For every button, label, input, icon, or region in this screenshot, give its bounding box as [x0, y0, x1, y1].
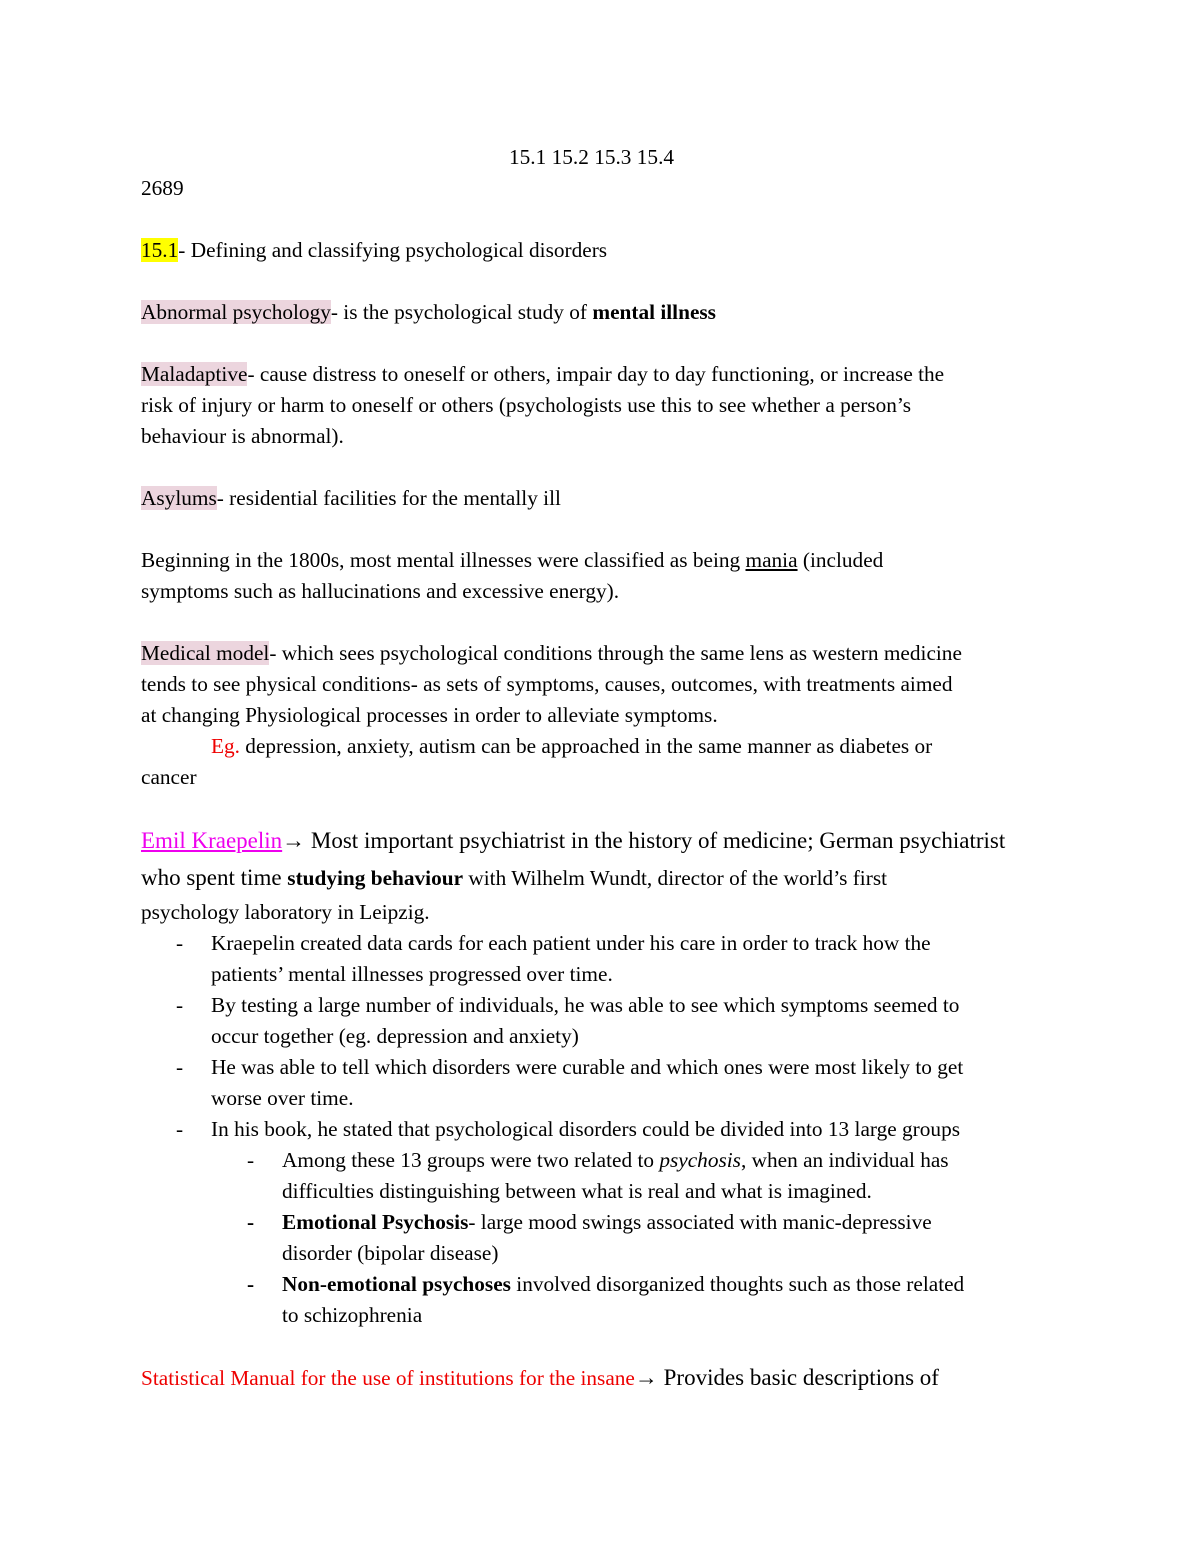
- asylums-definition: [141, 483, 561, 514]
- maladaptive-line2: risk of injury or harm to oneself or others (psychologists use this to see whether a person’s: [141, 393, 912, 417]
- sub-bullet-3: [282, 1269, 964, 1300]
- bullet-3-line2: worse over time.: [211, 1086, 354, 1110]
- bullet-1-line2: patients’ mental illnesses progressed over time.: [211, 962, 613, 986]
- statistical-manual-heading: [141, 1362, 939, 1394]
- bullet-1: Kraepelin created data cards for each patient under his care in order to track how the: [211, 931, 931, 955]
- kraepelin-link[interactable]: Emil Kraepelin: [141, 828, 283, 853]
- bold-non-emotional-psychoses: Non-emotional psychoses: [282, 1272, 511, 1296]
- sub-bullet-2: [282, 1207, 932, 1238]
- kraepelin-text: Most important psychiatrist in the history of medicine; German psychiatrist: [305, 828, 1006, 853]
- term-maladaptive: Maladaptive: [141, 362, 248, 386]
- kraepelin-text: who spent time: [141, 865, 288, 890]
- medical-line2: tends to see physical conditions- as sets of symptoms, causes, outcomes, with treatments aimed: [141, 672, 953, 696]
- section-title: [141, 235, 607, 266]
- bullet-dash: -: [176, 1117, 184, 1141]
- definition-text: - is the psychological study of: [330, 300, 593, 324]
- term-abnormal-psychology: Abnormal psychology: [141, 300, 331, 324]
- definition-text: - which sees psychological conditions through the same lens as western medicine: [269, 641, 962, 665]
- sub-bullet-text: involved disorganized thoughts such as those related: [510, 1272, 965, 1296]
- maladaptive-line3: behaviour is abnormal).: [141, 424, 344, 448]
- mania-line2: symptoms such as hallucinations and excessive energy).: [141, 579, 620, 603]
- mania-text-post: (included: [797, 548, 884, 572]
- bullet-2: By testing a large number of individuals, he was able to see which symptoms seemed to: [211, 993, 960, 1017]
- sub-bullet-dash: -: [247, 1148, 255, 1172]
- sections-header: 15.1 15.2 15.3 15.4: [509, 145, 675, 169]
- bullet-4: In his book, he stated that psychological disorders could be divided into 13 large groups: [211, 1117, 960, 1141]
- example-text: depression, anxiety, autism can be approached in the same manner as diabetes or: [239, 734, 933, 758]
- sub-bullet-text-tail: , when an individual has: [740, 1148, 949, 1172]
- manual-text: Provides basic descriptions of: [657, 1365, 939, 1390]
- sub-bullet-text: Among these 13 groups were two related to: [282, 1148, 660, 1172]
- kraepelin-line2: [141, 862, 887, 894]
- kraepelin-heading: [141, 825, 1005, 856]
- bullet-dash: -: [176, 931, 184, 955]
- medical-model-definition: [141, 638, 962, 669]
- abnormal-psychology-definition: [141, 297, 716, 328]
- sub-bullet-1: [282, 1145, 949, 1176]
- definition-text: - residential facilities for the mentally ill: [216, 486, 561, 510]
- bold-studying-behaviour: studying behaviour: [287, 866, 464, 890]
- maladaptive-definition: [141, 359, 944, 390]
- section-title-text: - Defining and classifying psychological disorders: [178, 238, 608, 262]
- definition-text: - cause distress to oneself or others, impair day to day functioning, or increase the: [247, 362, 945, 386]
- medical-example-line2: cancer: [141, 765, 197, 789]
- document-code: 2689: [141, 176, 184, 200]
- arrow-icon: →: [282, 828, 306, 853]
- sub-bullet-3-line2: to schizophrenia: [282, 1303, 423, 1327]
- mania-text: Beginning in the 1800s, most mental illnesses were classified as being: [141, 548, 746, 572]
- sub-bullet-text: - large mood swings associated with manic-depressive: [468, 1210, 932, 1234]
- bold-mental-illness: mental illness: [592, 300, 716, 324]
- mania-paragraph: [141, 545, 883, 576]
- sub-bullet-1-line2: difficulties distinguishing between what is real and what is imagined.: [282, 1179, 872, 1203]
- bullet-dash: -: [176, 1055, 184, 1079]
- kraepelin-line3: psychology laboratory in Leipzig.: [141, 900, 430, 924]
- mania-word: mania: [745, 548, 798, 572]
- italic-psychosis: psychosis: [659, 1148, 741, 1172]
- arrow-icon: →: [634, 1365, 658, 1390]
- bullet-2-line2: occur together (eg. depression and anxiety): [211, 1024, 579, 1048]
- sub-bullet-dash: -: [247, 1210, 255, 1234]
- sub-bullet-2-line2: disorder (bipolar disease): [282, 1241, 499, 1265]
- medical-line3: at changing Physiological processes in order to alleviate symptoms.: [141, 703, 718, 727]
- sub-bullet-dash: -: [247, 1272, 255, 1296]
- kraepelin-text-tail: with Wilhelm Wundt, director of the world’s first: [463, 866, 888, 890]
- bullet-3: He was able to tell which disorders were curable and which ones were most likely to get: [211, 1055, 964, 1079]
- term-medical-model: Medical model: [141, 641, 270, 665]
- statistical-manual-title: Statistical Manual for the use of institutions for the insane: [141, 1366, 635, 1390]
- eg-label: Eg.: [211, 734, 240, 758]
- section-number: 15.1: [141, 238, 179, 262]
- bullet-dash: -: [176, 993, 184, 1017]
- medical-example: [211, 731, 932, 762]
- term-asylums: Asylums: [141, 486, 217, 510]
- bold-emotional-psychosis: Emotional Psychosis: [282, 1210, 469, 1234]
